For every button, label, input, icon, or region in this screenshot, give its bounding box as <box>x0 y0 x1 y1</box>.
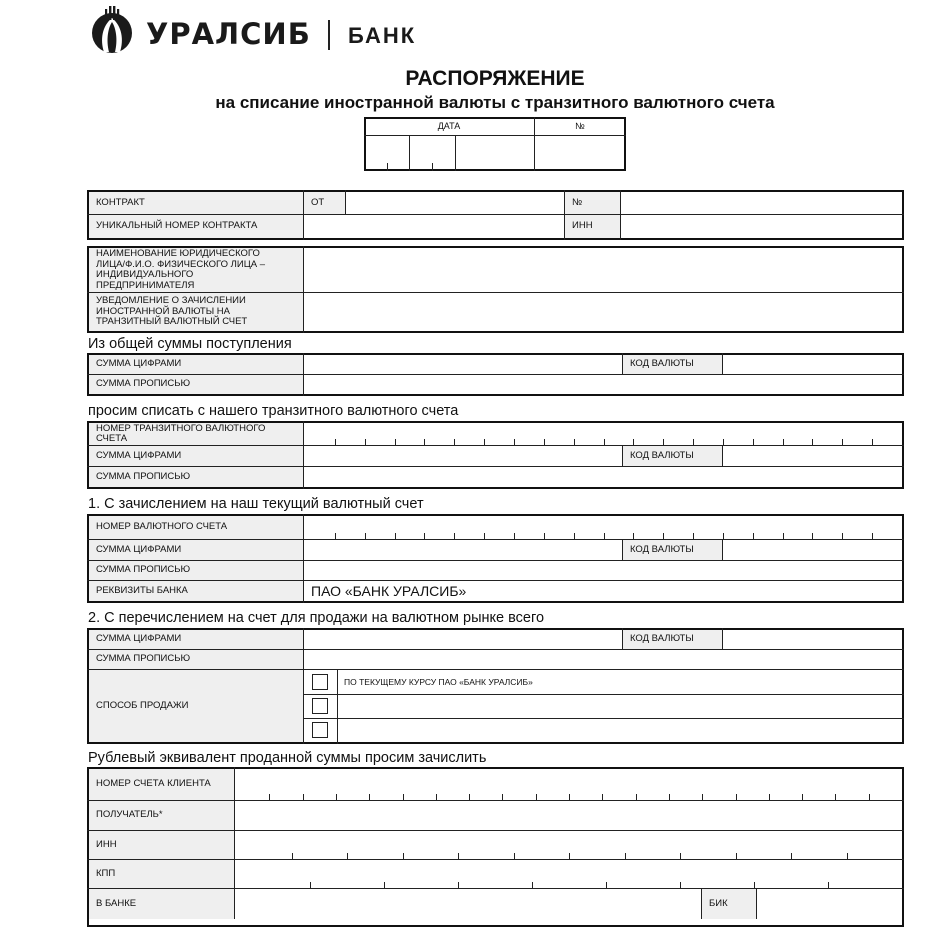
sale-currency-code-label: КОД ВАЛЮТЫ <box>623 630 722 649</box>
bik-label: БИК <box>702 889 756 919</box>
digit-cell-tick <box>753 439 754 445</box>
sale-option3-checkbox[interactable] <box>312 722 328 738</box>
number-label: № <box>575 121 585 131</box>
entity-name-label: НАИМЕНОВАНИЕ ЮРИДИЧЕСКОГО ЛИЦА/Ф.И.О. ФИЗИЧЕСКОГО ЛИЦА – ИНДИВИДУАЛЬНОГО ПРЕДПРИНИМАТЕЛЯ <box>89 248 303 292</box>
in-bank-field[interactable] <box>235 889 701 919</box>
sale-option2-checkbox[interactable] <box>312 698 328 714</box>
recipient-field[interactable] <box>235 801 902 830</box>
sale-heading: 2. С перечислением на счет для продажи на валютном рынке всего <box>88 610 545 626</box>
transit-sum-digits-label: СУММА ЦИФРАМИ <box>89 446 303 466</box>
digit-cell-tick <box>469 794 470 800</box>
digit-cell-tick <box>783 533 784 539</box>
current-currency-code-label: КОД ВАЛЮТЫ <box>623 540 722 560</box>
digit-cell-tick <box>544 533 545 539</box>
digit-cell-tick <box>812 439 813 445</box>
digit-cell-tick <box>574 533 575 539</box>
digit-cell-tick <box>502 794 503 800</box>
digit-cell-tick <box>633 439 634 445</box>
current-sum-words-label: СУММА ПРОПИСЬЮ <box>89 561 303 580</box>
digit-cell-tick <box>335 439 336 445</box>
total-sum-digits-label: СУММА ЦИФРАМИ <box>89 355 303 374</box>
digit-cell-tick <box>791 853 792 859</box>
transit-account-label: НОМЕР ТРАНЗИТНОГО ВАЛЮТНОГО СЧЕТА <box>89 423 303 445</box>
digit-cell-tick <box>680 882 681 888</box>
sale-option2-field[interactable] <box>338 695 902 718</box>
digit-cell-tick <box>869 794 870 800</box>
contract-label: КОНТРАКТ <box>89 192 303 214</box>
digit-cell-tick <box>403 794 404 800</box>
digit-cell-tick <box>723 439 724 445</box>
digit-cell-tick <box>736 794 737 800</box>
digit-cell-tick <box>702 794 703 800</box>
digit-cell-tick <box>693 439 694 445</box>
digit-cell-tick <box>436 794 437 800</box>
contract-no-label: № <box>565 192 620 214</box>
in-bank-label: В БАНКЕ <box>89 889 234 919</box>
transit-sum-words-field[interactable] <box>304 467 902 487</box>
digit-cell-tick <box>458 853 459 859</box>
entity-name-field[interactable] <box>304 248 902 292</box>
digit-cell-tick <box>347 853 348 859</box>
digit-cell-tick <box>847 853 848 859</box>
sale-option3-field[interactable] <box>338 719 902 742</box>
digit-cell-tick <box>395 439 396 445</box>
digit-cell-tick <box>783 439 784 445</box>
uralsib-emblem-icon <box>88 6 136 56</box>
digit-cell-tick <box>842 533 843 539</box>
total-currency-code-label: КОД ВАЛЮТЫ <box>623 355 722 374</box>
digit-cell-tick <box>802 794 803 800</box>
digit-cell-tick <box>636 794 637 800</box>
rub-inn-label: ИНН <box>89 831 234 859</box>
transit-sum-words-label: СУММА ПРОПИСЬЮ <box>89 467 303 487</box>
sale-sum-words-field[interactable] <box>304 650 902 669</box>
recipient-label: ПОЛУЧАТЕЛЬ* <box>89 801 234 830</box>
inn-field[interactable] <box>621 215 902 238</box>
digit-cell-tick <box>736 853 737 859</box>
sale-option1-label: ПО ТЕКУЩЕМУ КУРСУ ПАО «БАНК УРАЛСИБ» <box>344 677 533 687</box>
transit-currency-code-field[interactable] <box>723 446 902 466</box>
digit-cell-tick <box>606 882 607 888</box>
digit-cell-tick <box>544 439 545 445</box>
sale-sum-words-label: СУММА ПРОПИСЬЮ <box>89 650 303 669</box>
digit-cell-tick <box>454 533 455 539</box>
number-field[interactable] <box>536 137 624 169</box>
digit-cell-tick <box>680 853 681 859</box>
digit-cell-tick <box>754 882 755 888</box>
brand-bank: БАНК <box>348 23 417 48</box>
digit-cell-tick <box>602 794 603 800</box>
total-currency-code-field[interactable] <box>723 355 902 374</box>
digit-cell-tick <box>769 794 770 800</box>
total-sum-digits-field[interactable] <box>304 355 621 374</box>
digit-cell-tick <box>842 439 843 445</box>
digit-cell-tick <box>454 439 455 445</box>
digit-cell-tick <box>604 439 605 445</box>
current-sum-digits-label: СУММА ЦИФРАМИ <box>89 540 303 560</box>
digit-cell-tick <box>303 794 304 800</box>
digit-cell-tick <box>835 794 836 800</box>
digit-cell-tick <box>872 439 873 445</box>
total-heading: Из общей суммы поступления <box>88 336 292 352</box>
sale-sum-digits-field[interactable] <box>304 630 621 649</box>
page-subtitle: на списание иностранной валюты с транзитного валютного счета <box>215 93 775 112</box>
digit-cell-tick <box>458 882 459 888</box>
contract-from-label: ОТ <box>304 192 345 214</box>
digit-cell-tick <box>663 533 664 539</box>
digit-cell-tick <box>269 794 270 800</box>
kpp-label: КПП <box>89 860 234 888</box>
digit-cell-tick <box>514 853 515 859</box>
sale-sum-digits-label: СУММА ЦИФРАМИ <box>89 630 303 649</box>
digit-cell-tick <box>872 533 873 539</box>
rub-heading: Рублевый эквивалент проданной суммы просим зачислить <box>88 750 487 766</box>
unique-contract-field[interactable] <box>304 215 564 238</box>
inn-label: ИНН <box>565 215 620 238</box>
current-heading: 1. С зачислением на наш текущий валютный счет <box>88 496 424 512</box>
notice-field[interactable] <box>304 293 902 331</box>
current-currency-code-field[interactable] <box>723 540 902 560</box>
contract-date-field[interactable] <box>346 192 564 214</box>
date-field[interactable] <box>366 137 532 169</box>
unique-contract-label: УНИКАЛЬНЫЙ НОМЕР КОНТРАКТА <box>89 215 303 238</box>
transit-heading: просим списать с нашего транзитного валютного счета <box>88 403 459 419</box>
digit-cell-tick <box>569 853 570 859</box>
digit-cell-tick <box>828 882 829 888</box>
current-account-label: НОМЕР ВАЛЮТНОГО СЧЕТА <box>89 516 303 539</box>
digit-cell-tick <box>335 533 336 539</box>
digit-cell-tick <box>625 853 626 859</box>
logo-divider <box>328 20 330 50</box>
current-sum-digits-field[interactable] <box>304 540 621 560</box>
current-sum-words-field[interactable] <box>304 561 902 580</box>
digit-cell-tick <box>484 439 485 445</box>
digit-cell-tick <box>365 439 366 445</box>
total-sum-words-label: СУММА ПРОПИСЬЮ <box>89 375 303 394</box>
digit-cell-tick <box>514 533 515 539</box>
total-sum-words-field[interactable] <box>304 375 902 394</box>
digit-cell-tick <box>532 882 533 888</box>
digit-cell-tick <box>812 533 813 539</box>
digit-cell-tick <box>365 533 366 539</box>
digit-cell-tick <box>395 533 396 539</box>
digit-cell-tick <box>484 533 485 539</box>
digit-cell-tick <box>536 794 537 800</box>
contract-no-field[interactable] <box>621 192 902 214</box>
date-label: ДАТА <box>437 121 461 131</box>
digit-cell-tick <box>693 533 694 539</box>
digit-cell-tick <box>604 533 605 539</box>
digit-cell-tick <box>663 439 664 445</box>
digit-cell-tick <box>384 882 385 888</box>
digit-cell-tick <box>669 794 670 800</box>
notice-label: УВЕДОМЛЕНИЕ О ЗАЧИСЛЕНИИ ИНОСТРАННОЙ ВАЛЮТЫ НА ТРАНЗИТНЫЙ ВАЛЮТНЫЙ СЧЕТ <box>89 293 303 331</box>
digit-cell-tick <box>753 533 754 539</box>
bik-field[interactable] <box>757 889 902 919</box>
digit-cell-tick <box>574 439 575 445</box>
bank-logo <box>88 6 136 56</box>
digit-cell-tick <box>424 533 425 539</box>
kpp-field[interactable] <box>235 860 902 888</box>
transit-sum-digits-field[interactable] <box>304 446 621 466</box>
sale-currency-code-field[interactable] <box>723 630 902 649</box>
digit-cell-tick <box>292 853 293 859</box>
digit-cell-tick <box>403 853 404 859</box>
digit-cell-tick <box>336 794 337 800</box>
bank-details-value: ПАО «БАНК УРАЛСИБ» <box>311 583 467 599</box>
digit-cell-tick <box>514 439 515 445</box>
digit-cell-tick <box>723 533 724 539</box>
digit-cell-tick <box>569 794 570 800</box>
brand-name: УРАЛСИБ <box>146 17 311 51</box>
digit-cell-tick <box>633 533 634 539</box>
digit-cell-tick <box>424 439 425 445</box>
digit-cell-tick <box>310 882 311 888</box>
page-title: РАСПОРЯЖЕНИЕ <box>405 67 585 90</box>
sale-method-label: СПОСОБ ПРОДАЖИ <box>89 670 303 742</box>
bank-details-label: РЕКВИЗИТЫ БАНКА <box>89 581 303 601</box>
digit-cell-tick <box>369 794 370 800</box>
client-account-label: НОМЕР СЧЕТА КЛИЕНТА <box>89 769 234 800</box>
sale-option1-checkbox[interactable] <box>312 674 328 690</box>
transit-currency-code-label: КОД ВАЛЮТЫ <box>623 446 722 466</box>
